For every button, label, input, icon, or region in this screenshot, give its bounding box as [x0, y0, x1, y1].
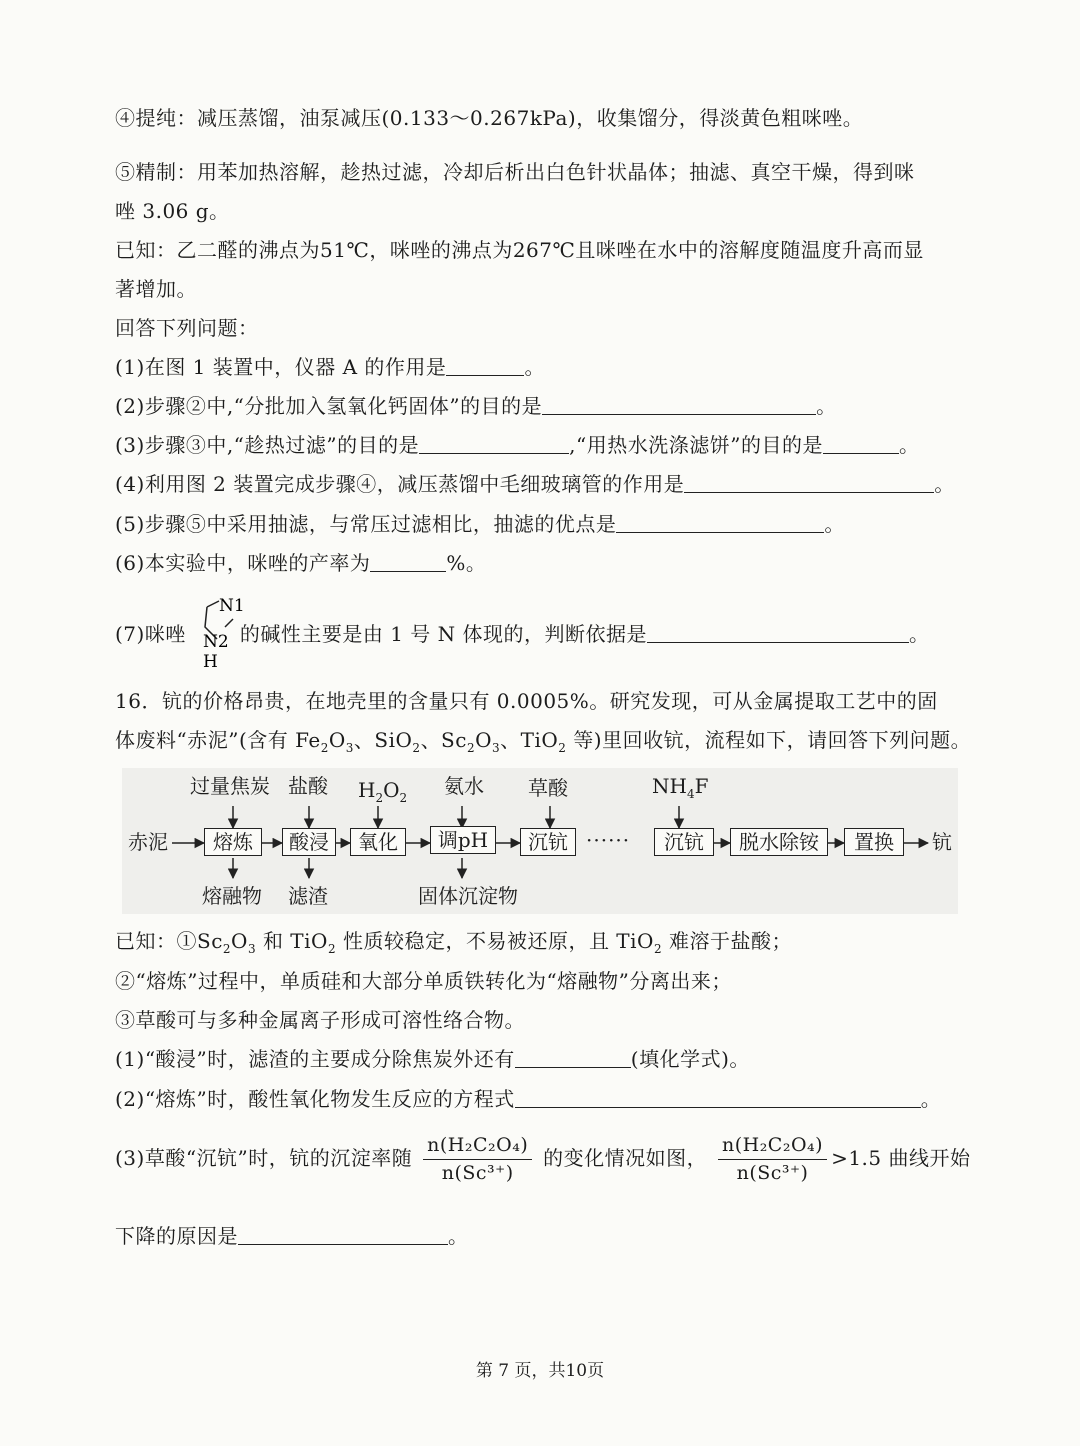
answer-blank[interactable] [515, 1091, 921, 1108]
answer-blank[interactable] [542, 398, 816, 415]
step-4-text: ④提纯：减压蒸馏，油泵减压(0.133～0.267kPa)，收集馏分，得淡黄色粗咪唑。 [115, 106, 864, 130]
known-16-2: ②“熔炼”过程中，单质硅和大部分单质铁转化为“熔融物”分离出来； [115, 969, 732, 993]
question-15-1: (1)在图 1 装置中，仪器 A 的作用是 。 [115, 355, 545, 379]
output-melt: 熔融物 [202, 884, 262, 908]
step-acid-leach-box: 酸浸 [282, 828, 336, 856]
step-precipitate-sc-box: 沉钪 [520, 828, 576, 856]
answer-blank[interactable] [238, 1228, 448, 1245]
question-16-1: (1)“酸浸”时，滤渣的主要成分除焦炭外还有 (填化学式)。 [115, 1047, 750, 1071]
process-flowchart [122, 768, 958, 914]
atom-label-n1: N1 [219, 597, 245, 616]
atom-label-h: H [203, 652, 218, 671]
page-footer: 第 7 页，共10页 [475, 1361, 605, 1381]
answer-blank[interactable] [823, 437, 899, 454]
question-15-5: (5)步骤⑤中采用抽滤，与常压过滤相比，抽滤的优点是 。 [115, 512, 845, 536]
imidazole-structure-icon [197, 597, 247, 671]
step-5-text-line1: ⑤精制：用苯加热溶解，趁热过滤，冷却后析出白色针状晶体；抽滤、真空干燥，得到咪 [115, 160, 915, 184]
known-16-1: 已知：$①Sc_2O_3$ 和 TiO$_2$ 性质较稳定，不易被还原，且 TiO$_2$ 难溶于盐酸； [115, 929, 792, 956]
input-hydrochloric-acid: 盐酸 [288, 774, 328, 798]
step-smelting-box: 熔炼 [204, 828, 262, 856]
question-15-3: (3)步骤③中,“趁热过滤”的目的是 ,“用热水洗涤滤饼”的目的是 。 [115, 433, 920, 457]
known-16-3: ③草酸可与多种金属离子形成可溶性络合物。 [115, 1008, 525, 1032]
input-hydrogen-peroxide: $H_2O_2$ [358, 778, 408, 805]
answer-blank[interactable] [515, 1051, 631, 1068]
step-5-text-line2: 唑 3.06 g。 [115, 199, 230, 223]
step-precipitate-sc-2-box: 沉钪 [654, 828, 714, 856]
question-15-2: (2)步骤②中,“分批加入氢氧化钙固体”的目的是 。 [115, 394, 837, 418]
step-replacement-box: 置换 [844, 828, 904, 856]
input-ammonia-water: 氨水 [444, 774, 484, 798]
atom-label-n2: N2 [203, 632, 229, 652]
ratio-fraction: $\frac{\text{n(H₂C₂O₄)}}{\text{n(Sc³⁺)}}$ [718, 1134, 827, 1185]
question-15-4: (4)利用图 2 装置完成步骤④，减压蒸馏中毛细玻璃管的作用是 。 [115, 472, 955, 496]
input-excess-coke: 过量焦炭 [190, 774, 270, 798]
input-oxalic-acid: 草酸 [528, 776, 568, 800]
step-oxidation-box: 氧化 [350, 828, 406, 856]
flow-ellipsis: ······ [586, 828, 631, 852]
step-adjust-ph-box: 调pH [430, 826, 496, 854]
question-16-3-line2: 下降的原因是 。 [115, 1224, 469, 1248]
answer-blank[interactable] [446, 359, 524, 376]
answer-blank[interactable] [684, 476, 934, 493]
ratio-fraction: $\frac{\text{n(H₂C₂O₄)}}{\text{n(Sc³⁺)}}$ [423, 1134, 532, 1185]
question-15-7: (7)咪唑 的碱性主要是由 1 号 N 体现的，判断依据是 。 [115, 622, 930, 646]
answer-blank[interactable] [370, 555, 446, 572]
question-16-intro-line2: 体废料“赤泥”(含有 $Fe_2O_3$、SiO$_2$、$Sc_2O_3$、TiO$_2$ 等)里回收钪，流程如下，请回答下列问题。 [115, 728, 972, 755]
question-16-3: (3)草酸“沉钪”时，钪的沉淀率随 $\frac{\text{n(H₂C₂O₄)}}{\text{n(Sc³⁺)}}$ 的变化情况如图， $\frac{\text{n(H₂C₂O₄)}}{\text{n(Sc³⁺)}}$ >1.5 曲线开始 [115, 1134, 971, 1184]
known-info-line2: 著增加。 [115, 277, 197, 301]
output-filter-residue: 滤渣 [288, 884, 328, 908]
answer-blank[interactable] [647, 626, 909, 643]
input-ammonium-fluoride: $NH_4F$ [652, 774, 709, 801]
question-15-6: (6)本实验中，咪唑的产率为 %。 [115, 551, 487, 575]
answer-prompt: 回答下列问题： [115, 316, 259, 340]
answer-blank[interactable] [419, 437, 569, 454]
flow-start-red-mud: 赤泥 [128, 830, 168, 854]
flow-end-scandium: 钪 [932, 830, 952, 854]
question-16-2: (2)“熔炼”时，酸性氧化物发生反应的方程式 。 [115, 1087, 942, 1111]
output-solid-precipitate: 固体沉淀物 [418, 884, 518, 908]
step-dehydrate-deammonium-box: 脱水除铵 [730, 828, 828, 856]
known-info-line1: 已知：乙二醛的沸点为51℃，咪唑的沸点为267℃且咪唑在水中的溶解度随温度升高而显 [115, 238, 924, 262]
question-16-intro-line1: 16．钪的价格昂贵，在地壳里的含量只有 0.0005%。研究发现，可从金属提取工艺中的固 [115, 689, 938, 713]
answer-blank[interactable] [616, 516, 824, 533]
